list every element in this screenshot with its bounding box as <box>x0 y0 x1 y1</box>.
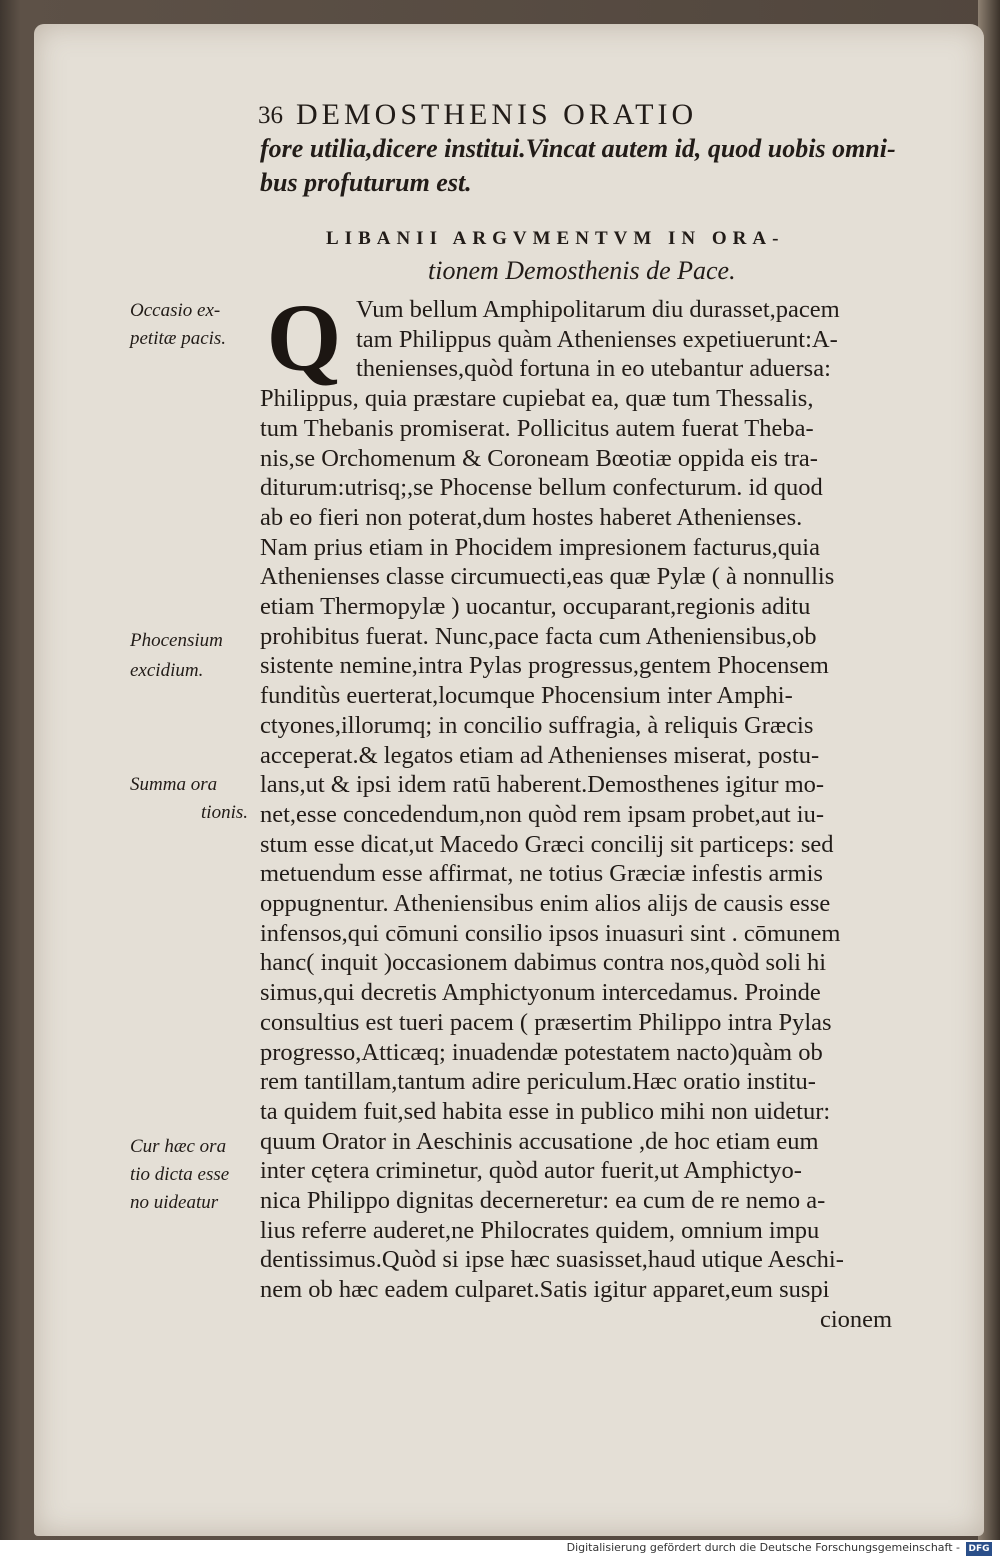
margin-note: Summa ora <box>130 774 218 795</box>
body-line: acceperat.& legatos etiam ad Athenienses miserat, postu- <box>260 741 820 769</box>
body-line: thenienses,quòd fortuna in eo utebantur aduersa: <box>356 355 831 383</box>
body-line: ab eo fieri non poterat,dum hostes haberet Athenienses. <box>260 503 803 531</box>
body-line: tum Thebanis promiserat. Pollicitus autem fuerat Theba- <box>260 414 814 442</box>
body-line: nis,se Orchomenum & Coroneam Bœotiæ oppida eis tra- <box>260 444 818 472</box>
margin-note: Phocensium <box>130 630 223 651</box>
body-line: quum Orator in Aeschinis accusatione ,de hoc etiam eum <box>260 1127 819 1155</box>
margin-note: excidium. <box>130 660 204 681</box>
margin-note: Cur hæc ora <box>130 1136 227 1157</box>
body-line: sistente nemine,intra Pylas progressus,gentem Phocensem <box>260 652 829 680</box>
margin-note: no uideatur <box>130 1192 219 1213</box>
body-line: oppugnentur. Atheniensibus enim alios alijs de causis esse <box>260 890 831 917</box>
body-line: Vum bellum Amphipolitarum diu durasset,pacem <box>356 296 840 323</box>
body-line: ctyones,illorumq; in concilio suffragia, à reliquis Græcis <box>260 711 814 739</box>
body-line: diturum:utrisq;,se Phocense bellum confecturum. id quod <box>260 474 823 502</box>
margin-note: tio dicta esse <box>130 1164 230 1185</box>
margin-note: petitæ pacis. <box>130 328 227 349</box>
body-line: Athenienses classe circumuecti,eas quæ Pylæ ( à nonnullis <box>260 563 835 591</box>
section-subheading: tionem Demosthenis de Pace. <box>428 256 736 285</box>
body-line: net,esse concedendum,non quòd rem ipsam probet,aut iu- <box>260 800 825 828</box>
margin-note: Occasio ex- <box>130 300 221 321</box>
body-line: inter cętera criminetur, quòd autor fuerit,ut Amphictyo- <box>260 1157 802 1185</box>
dfg-logo-icon: DFG <box>966 1542 992 1556</box>
body-line: Nam prius etiam in Phocidem impresionem facturus,quia <box>260 533 820 561</box>
intro-line: fore utilia,dicere institui.Vincat autem id, quod uobis omni- <box>260 134 896 163</box>
body-line: infensos,qui cōmuni consilio ipsos inuasuri sint . cōmunem <box>260 919 841 947</box>
body-line: rem tantillam,tantum adire periculum.Hæc oratio institu- <box>260 1068 816 1096</box>
body-line: progresso,Atticæq; inuadendæ potestatem nacto)quàm ob <box>260 1038 823 1066</box>
drop-cap-initial: Q <box>266 284 342 391</box>
body-line: prohibitus fuerat. Nunc,pace facta cum Atheniensibus,ob <box>260 622 817 650</box>
body-line: nica Philippo dignitas decerneretur: ea cum de re nemo a- <box>260 1187 826 1214</box>
body-line: lans,ut & ipsi idem ratū haberent.Demosthenes igitur mo- <box>260 771 825 799</box>
body-line: stum esse dicat,ut Macedo Græci concilij sit particeps: sed <box>260 830 834 858</box>
body-line: etiam Thermopylæ ) uocantur, occuparant,regionis aditu <box>260 593 811 620</box>
body-line: tam Philippus quàm Athenienses expetiuerunt:A- <box>356 325 838 353</box>
body-line: funditùs euerterat,locumque Phocensium inter Amphi- <box>260 682 793 710</box>
body-line: metuendum esse affirmat, ne totius Græciæ infestis armis <box>260 860 823 888</box>
body-line: simus,qui decretis Amphictyonum intercedamus. Proinde <box>260 979 821 1007</box>
body-line: nem ob hæc eadem culparet.Satis igitur apparet,eum suspi <box>260 1276 830 1304</box>
body-line: hanc( inquit )occasionem dabimus contra nos,quòd soli hi <box>260 949 827 977</box>
body-line: lius referre auderet,ne Philocrates quidem, omnium impu <box>260 1216 820 1244</box>
body-line: cionem <box>820 1305 893 1333</box>
digitization-credit: Digitalisierung gefördert durch die Deutsche Forschungsgemeinschaft - <box>566 1541 960 1554</box>
running-head: DEMOSTHENIS ORATIO <box>296 98 698 131</box>
body-line: ta quidem fuit,sed habita esse in publico mihi non uidetur: <box>260 1097 831 1125</box>
section-heading: LIBANII ARGVMENTVM IN ORA- <box>326 228 785 249</box>
margin-note: tionis. <box>201 802 248 823</box>
intro-line: bus profuturum est. <box>260 168 472 197</box>
body-line: Philippus, quia præstare cupiebat ea, quæ tum Thessalis, <box>260 385 814 413</box>
page-number: 36 <box>258 102 283 129</box>
body-line: consultius est tueri pacem ( præsertim Philippo intra Pylas <box>260 1008 832 1036</box>
body-line: dentissimus.Quòd si ipse hæc suasisset,haud utique Aeschi- <box>260 1246 844 1274</box>
